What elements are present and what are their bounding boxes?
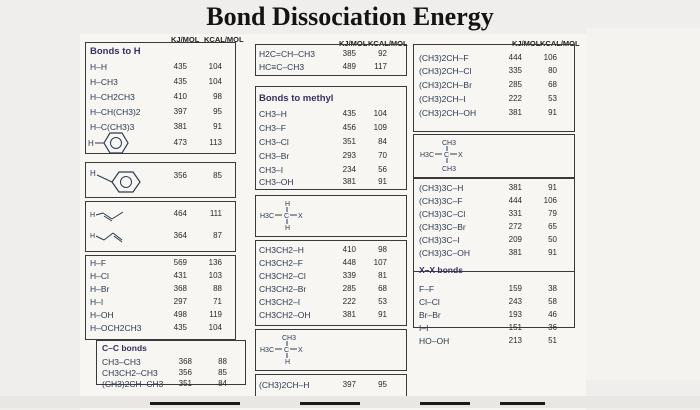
row-label: (CH3)3C–H	[419, 183, 464, 193]
row-kj: 381	[173, 122, 187, 131]
row-kcal: 98	[213, 92, 222, 101]
row-kcal: 104	[373, 109, 387, 118]
row-label: CH3–CH3	[102, 357, 141, 367]
secondary-alkyl-structure	[260, 331, 330, 367]
col-header-kcal-1: KCAL/MOL	[204, 35, 244, 44]
h-label: H	[285, 359, 291, 366]
row-kj: 410	[342, 245, 356, 254]
row-label: H–H	[90, 62, 108, 72]
benzyl-structure	[90, 166, 170, 194]
row-kcal: 58	[548, 297, 557, 306]
row-label: CH3CH2–Cl	[259, 271, 306, 281]
row-kj: 368	[178, 357, 192, 366]
primary-alkyl-structure	[260, 197, 330, 233]
row-label: CH3CH2–I	[259, 297, 301, 307]
row-kj: 456	[342, 123, 356, 132]
row-kj: 381	[508, 108, 522, 117]
row-label: (CH3)2CH–F	[419, 53, 469, 63]
page-title: Bond Dissociation Energy	[206, 2, 494, 31]
row-label: (CH3)2CH–H	[259, 380, 310, 390]
row-kcal: 51	[548, 336, 557, 345]
row-kcal: 91	[548, 183, 557, 192]
row-kcal: 53	[378, 297, 387, 306]
col-header-kj-1: KJ/MOL	[171, 35, 200, 44]
bottom-dash	[150, 402, 240, 405]
row-kcal: 104	[208, 77, 222, 86]
bottom-dash	[300, 402, 360, 405]
row-kcal: 107	[373, 258, 387, 267]
row-label: H–I	[90, 297, 104, 307]
row-kcal: 91	[378, 177, 387, 186]
h-label: H	[285, 201, 291, 208]
row-kj: 368	[173, 284, 187, 293]
row-kj: 331	[508, 209, 522, 218]
row-kj: 356	[173, 171, 187, 180]
row-label: H2C=CH–CH3	[259, 49, 315, 59]
row-kj: 297	[173, 297, 187, 306]
row-kcal: 91	[548, 108, 557, 117]
row-kcal: 106	[543, 53, 557, 62]
row-kcal: 65	[548, 222, 557, 231]
row-label: CH3–Cl	[259, 137, 289, 147]
bottom-dash	[500, 402, 545, 405]
row-kcal: 91	[548, 248, 557, 257]
row-kcal: 98	[378, 245, 387, 254]
row-kcal: 68	[378, 284, 387, 293]
row-kj: 272	[508, 222, 522, 231]
row-kj: 435	[342, 109, 356, 118]
bottom-dash	[420, 402, 470, 405]
row-label: (CH3)2CH–OH	[419, 108, 477, 118]
row-kcal: 87	[213, 231, 222, 240]
row-kcal: 56	[378, 165, 387, 174]
h-label: H	[88, 139, 94, 148]
col-header-kcal-2: KCAL/MOL	[368, 39, 408, 48]
row-kj: 159	[508, 284, 522, 293]
h-label: H	[90, 233, 96, 240]
x-label: X	[298, 347, 303, 354]
row-label: (CH3)3C–Br	[419, 222, 466, 232]
row-kj: 209	[508, 235, 522, 244]
row-kcal: 91	[213, 122, 222, 131]
row-label: H–CH(CH3)2	[90, 107, 141, 117]
row-kcal: 85	[218, 368, 227, 377]
ch3-label: CH3	[442, 166, 457, 173]
xx-bonds-heading: X–X bonds	[419, 265, 463, 275]
c-label: C	[284, 347, 290, 354]
row-label: CH3CH2–CH3	[102, 368, 158, 378]
row-kj: 351	[342, 137, 356, 146]
row-kj: 285	[508, 80, 522, 89]
row-kj: 381	[508, 248, 522, 257]
row-kcal: 46	[548, 310, 557, 319]
row-kcal: 104	[208, 62, 222, 71]
row-label: (CH3)3C–OH	[419, 248, 471, 258]
row-kcal: 91	[378, 310, 387, 319]
row-label: H–C(CH3)3	[90, 122, 135, 132]
row-kcal: 117	[374, 62, 387, 71]
row-kcal: 50	[548, 235, 557, 244]
h3c-label: H3C	[260, 213, 275, 220]
row-kj: 293	[342, 151, 356, 160]
row-kj: 410	[173, 92, 187, 101]
h3c-label: H3C	[420, 152, 435, 159]
row-label: H–OCH2CH3	[90, 323, 142, 333]
row-kcal: 109	[373, 123, 387, 132]
row-kj: 285	[342, 284, 356, 293]
row-kj: 222	[342, 297, 356, 306]
row-kcal: 104	[208, 323, 222, 332]
h-label: H	[285, 225, 291, 232]
row-kj: 234	[342, 165, 356, 174]
row-kcal: 106	[543, 196, 557, 205]
row-label: CH3–Br	[259, 151, 290, 161]
table-sheet-right	[586, 28, 700, 380]
row-kj: 498	[173, 310, 187, 319]
row-label: F–F	[419, 284, 435, 294]
row-label: CH3CH2–H	[259, 245, 304, 255]
row-kj: 381	[508, 183, 522, 192]
row-label: H–CH3	[90, 77, 118, 87]
row-label: Br–Br	[419, 310, 441, 320]
row-kj: 381	[342, 310, 356, 319]
row-label: HC≡C–CH3	[259, 62, 305, 72]
row-kcal: 79	[548, 209, 557, 218]
cc-bonds-heading: C–C bonds	[102, 343, 147, 353]
c-label: C	[284, 213, 290, 220]
row-label: (CH3)2CH–Cl	[419, 66, 472, 76]
row-kcal: 38	[548, 284, 557, 293]
row-kcal: 53	[548, 94, 557, 103]
row-kj: 473	[173, 138, 187, 147]
row-kj: 213	[508, 336, 522, 345]
row-label: CH3CH2–OH	[259, 310, 311, 320]
row-kj: 151	[508, 323, 522, 332]
bonds-to-methyl-heading: Bonds to methyl	[259, 93, 334, 104]
row-kj: 381	[342, 177, 356, 186]
row-kcal: 70	[378, 151, 387, 160]
row-kj: 435	[173, 62, 187, 71]
ch3-label: CH3	[282, 335, 297, 342]
h3c-label: H3C	[260, 347, 275, 354]
row-kcal: 88	[213, 284, 222, 293]
row-label: H–F	[90, 258, 107, 268]
row-label: CH3–H	[259, 109, 287, 119]
vinyl-structure	[90, 205, 130, 223]
row-label: H–Cl	[90, 271, 109, 281]
row-kcal: 80	[548, 66, 557, 75]
row-kj: 385	[342, 49, 356, 58]
row-label: (CH3)3C–F	[419, 196, 463, 206]
row-label: CH3CH2–F	[259, 258, 303, 268]
row-kj: 431	[173, 271, 187, 280]
row-kcal: 36	[548, 323, 557, 332]
row-label: H–CH2CH3	[90, 92, 135, 102]
row-label: H–OH	[90, 310, 114, 320]
ch3-label: CH3	[442, 140, 457, 147]
row-kj: 397	[342, 380, 356, 389]
row-label: I–I	[419, 323, 429, 333]
row-kj: 356	[178, 368, 192, 377]
row-kj: 339	[342, 271, 356, 280]
row-kcal: 71	[213, 297, 222, 306]
row-label: (CH3)3C–Cl	[419, 209, 466, 219]
tertiary-alkyl-structure	[420, 136, 490, 174]
row-label: CH3–OH	[259, 177, 294, 187]
row-kcal: 111	[209, 209, 222, 218]
row-label: Cl–Cl	[419, 297, 440, 307]
row-label: (CH3)3C–I	[419, 235, 460, 245]
row-kj: 351	[178, 379, 192, 388]
c-label: C	[444, 152, 450, 159]
row-kcal: 103	[208, 271, 222, 280]
row-kcal: 81	[378, 271, 387, 280]
row-kj: 569	[173, 258, 187, 267]
row-kj: 243	[508, 297, 522, 306]
row-kcal: 95	[378, 380, 387, 389]
h-label: H	[90, 212, 96, 219]
row-kcal: 84	[378, 137, 387, 146]
col-header-kcal-3: KCAL/MOL	[540, 39, 580, 48]
row-kj: 444	[508, 53, 522, 62]
col-header-kj-2: KJ/MOL	[339, 39, 368, 48]
row-kcal: 119	[209, 310, 222, 319]
row-kj: 444	[508, 196, 522, 205]
row-kj: 435	[173, 77, 187, 86]
row-kcal: 84	[218, 379, 227, 388]
x-label: X	[458, 152, 463, 159]
row-label: H–Br	[90, 284, 110, 294]
row-kj: 448	[342, 258, 356, 267]
row-kj: 397	[173, 107, 187, 116]
row-kcal: 68	[548, 80, 557, 89]
row-kj: 222	[508, 94, 522, 103]
row-kcal: 88	[218, 357, 227, 366]
row-kj: 464	[173, 209, 187, 218]
row-kj: 435	[173, 323, 187, 332]
row-kcal: 92	[378, 49, 387, 58]
row-kj: 335	[508, 66, 522, 75]
row-kcal: 136	[208, 258, 222, 267]
row-kj: 193	[508, 310, 522, 319]
benzene-structure	[88, 130, 138, 158]
row-kcal: 95	[213, 107, 222, 116]
row-label: (CH3)2CH–Br	[419, 80, 472, 90]
row-label: CH3–I	[259, 165, 284, 175]
row-label: CH3CH2–Br	[259, 284, 307, 294]
row-label: (CH3)2CH–I	[419, 94, 466, 104]
row-label: (CH3)2CH–CH3	[102, 379, 164, 389]
row-kj: 489	[342, 62, 356, 71]
h-label: H	[90, 169, 96, 178]
row-kcal: 113	[209, 138, 222, 147]
row-kcal: 85	[213, 171, 222, 180]
row-kj: 364	[173, 231, 187, 240]
x-label: X	[298, 213, 303, 220]
col-header-kj-3: KJ/MOL	[512, 39, 541, 48]
row-label: CH3–F	[259, 123, 286, 133]
row-label: HO–OH	[419, 336, 450, 346]
allyl-structure	[90, 226, 135, 246]
bonds-to-h-heading: Bonds to H	[90, 46, 141, 57]
